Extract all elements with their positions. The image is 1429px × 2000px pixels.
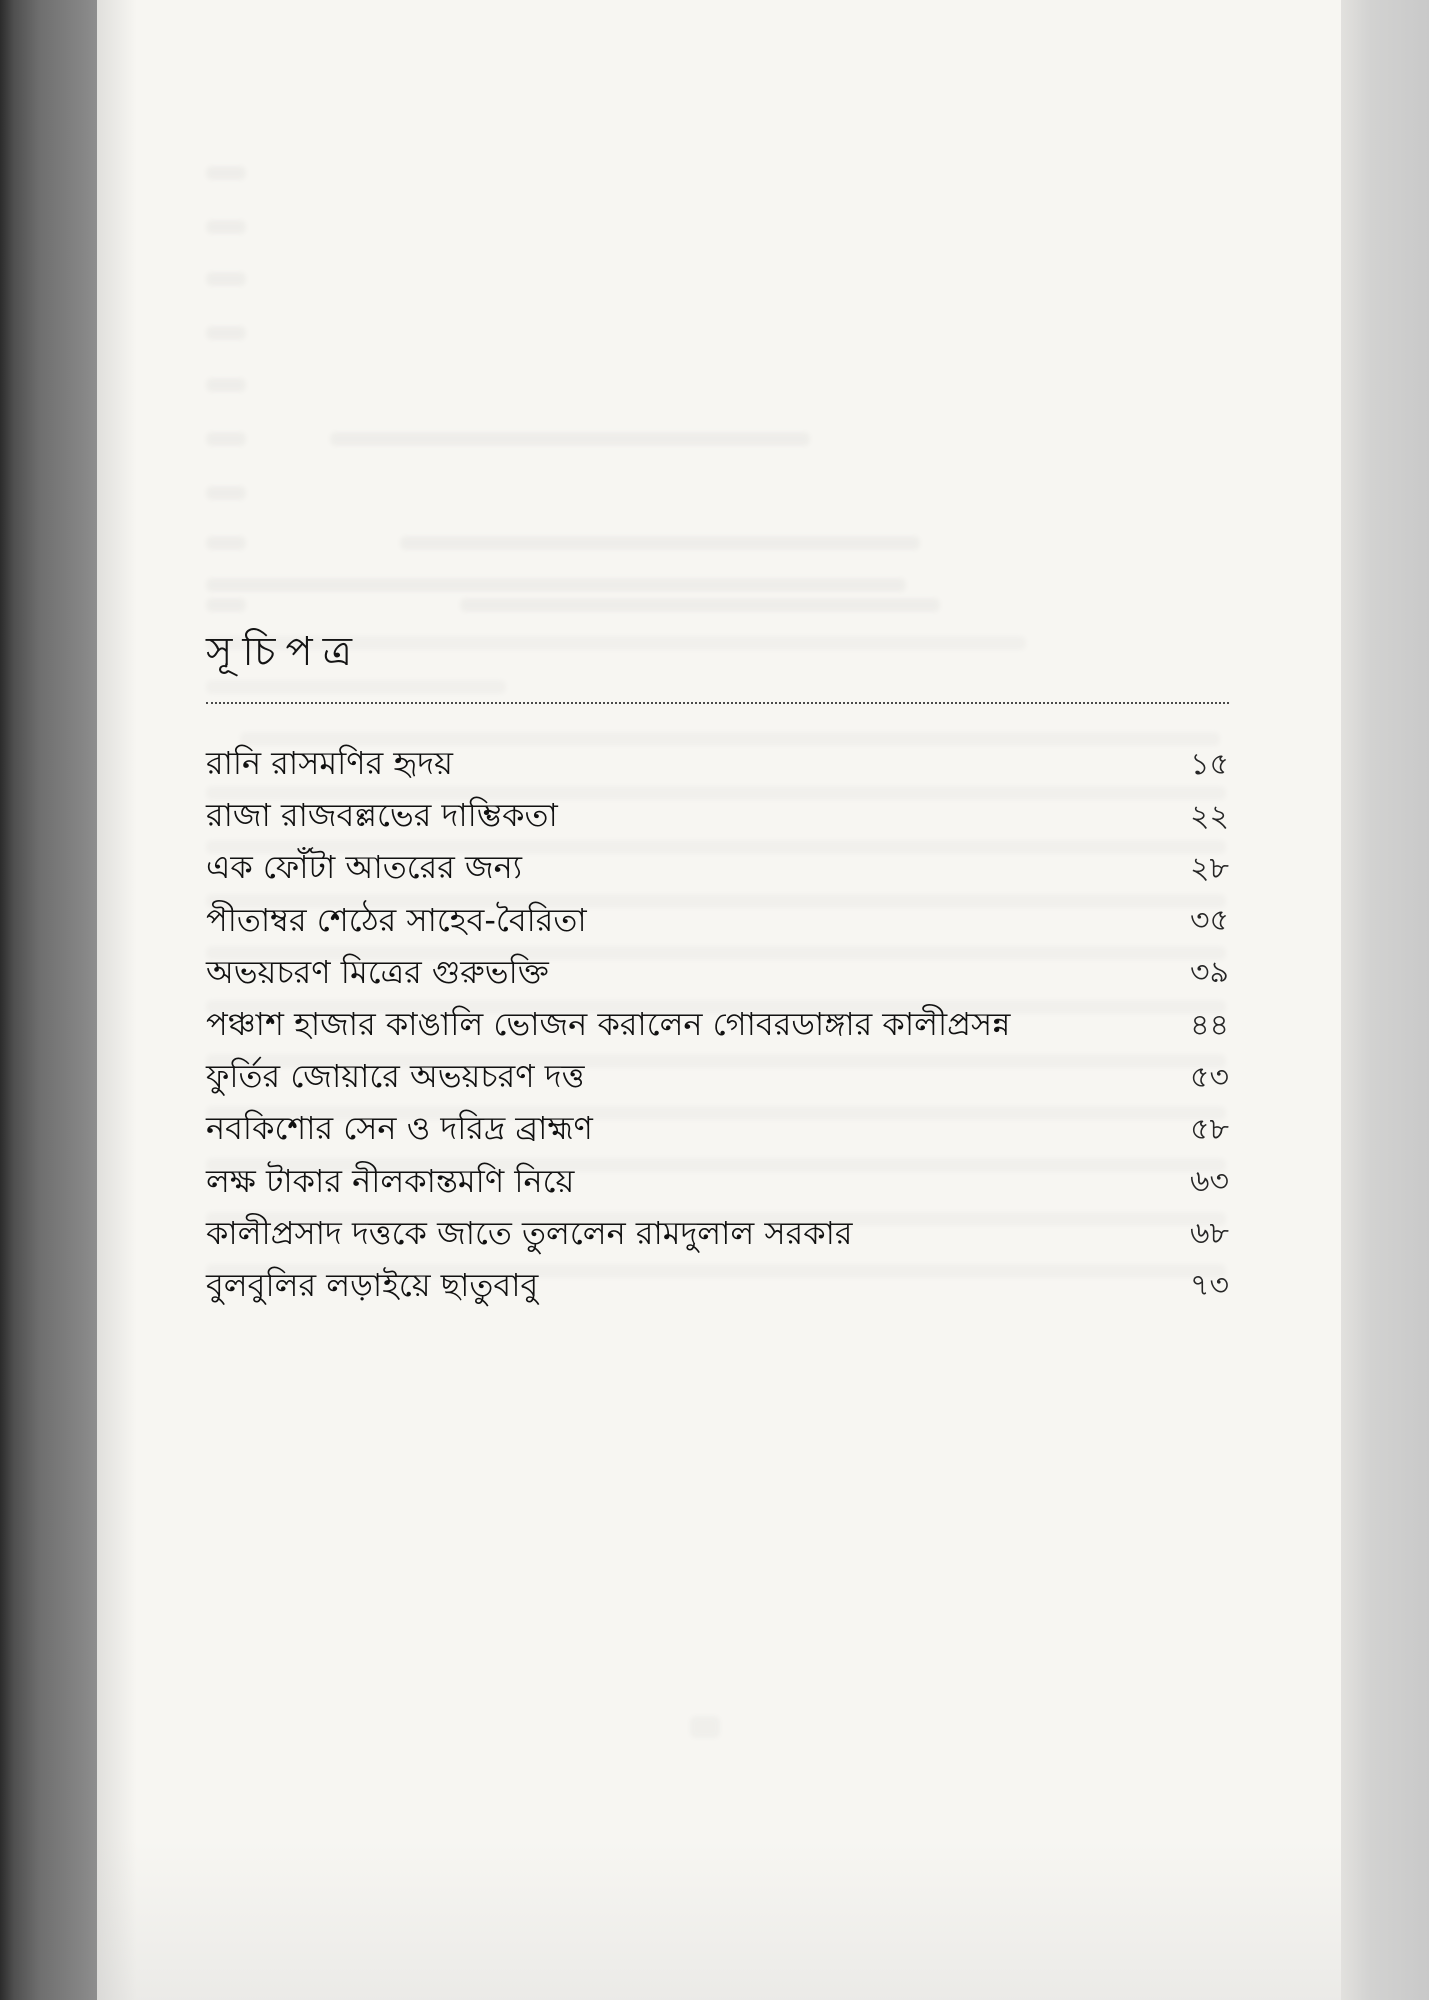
toc-entry xyxy=(206,791,1229,843)
toc-heading: সূচিপত্র xyxy=(206,629,362,675)
toc-entry-page: ৩৫ xyxy=(1190,903,1229,939)
toc-entry-page: ৬৮ xyxy=(1190,1216,1229,1252)
toc-entry xyxy=(206,1104,1229,1156)
toc-entry-title: নবকিশোর সেন ও দরিদ্র ব্রাহ্মণ xyxy=(206,1109,593,1148)
toc-entry-title: বুলবুলির লড়াইয়ে ছাতুবাবু xyxy=(206,1265,539,1304)
page-bottom-shade xyxy=(97,1840,1341,2000)
toc-entry-title: কালীপ্রসাদ দত্তকে জাতে তুললেন রামদুলাল সরকার xyxy=(206,1213,853,1252)
toc-list xyxy=(206,739,1229,1313)
toc-entry-title: অভয়চরণ মিত্রের গুরুভক্তি xyxy=(206,952,549,991)
gutter-shade xyxy=(97,0,137,2000)
toc-entry-title: পঞ্চাশ হাজার কাঙালি ভোজন করালেন গোবরডাঙ্গার কালীপ্রসন্ন xyxy=(206,1005,1011,1044)
toc-entry xyxy=(206,1000,1229,1052)
toc-entry-title: রানি রাসমণির হৃদয় xyxy=(206,744,453,783)
toc-entry-title: রাজা রাজবল্লভের দাম্ভিকতা xyxy=(206,796,558,835)
toc-entry-title: ফুর্তির জোয়ারে অভয়চরণ দত্ত xyxy=(206,1057,585,1096)
toc-entry-page: ৫৮ xyxy=(1190,1111,1229,1147)
toc-entry xyxy=(206,739,1229,791)
toc-entry-page: ২৮ xyxy=(1190,850,1229,886)
toc-entry-page: ৪৪ xyxy=(1190,1007,1229,1043)
toc-entry xyxy=(206,1209,1229,1261)
toc-entry-page: ২২ xyxy=(1189,798,1229,834)
toc-entry xyxy=(206,1157,1229,1209)
page-edge-right xyxy=(1341,0,1429,2000)
toc-entry-page: ৫৩ xyxy=(1190,1059,1229,1095)
toc-entry-page: ১৫ xyxy=(1190,746,1229,782)
toc-entry-page: ৬৩ xyxy=(1189,1164,1229,1200)
dotted-divider xyxy=(206,702,1229,704)
toc-entry-title: পীতাম্বর শেঠের সাহেব-বৈরিতা xyxy=(206,900,587,939)
toc-entry-page: ৩৯ xyxy=(1190,955,1229,991)
toc-entry xyxy=(206,843,1229,895)
book-gutter-shadow xyxy=(0,0,97,2000)
toc-entry-page: ৭৩ xyxy=(1189,1268,1229,1304)
toc-entry xyxy=(206,1261,1229,1313)
toc-entry xyxy=(206,948,1229,1000)
toc-entry-title: লক্ষ টাকার নীলকান্তমণি নিয়ে xyxy=(206,1161,575,1200)
toc-entry xyxy=(206,896,1229,948)
toc-entry xyxy=(206,1052,1229,1104)
toc-entry-title: এক ফোঁটা আতরের জন্য xyxy=(206,848,523,887)
